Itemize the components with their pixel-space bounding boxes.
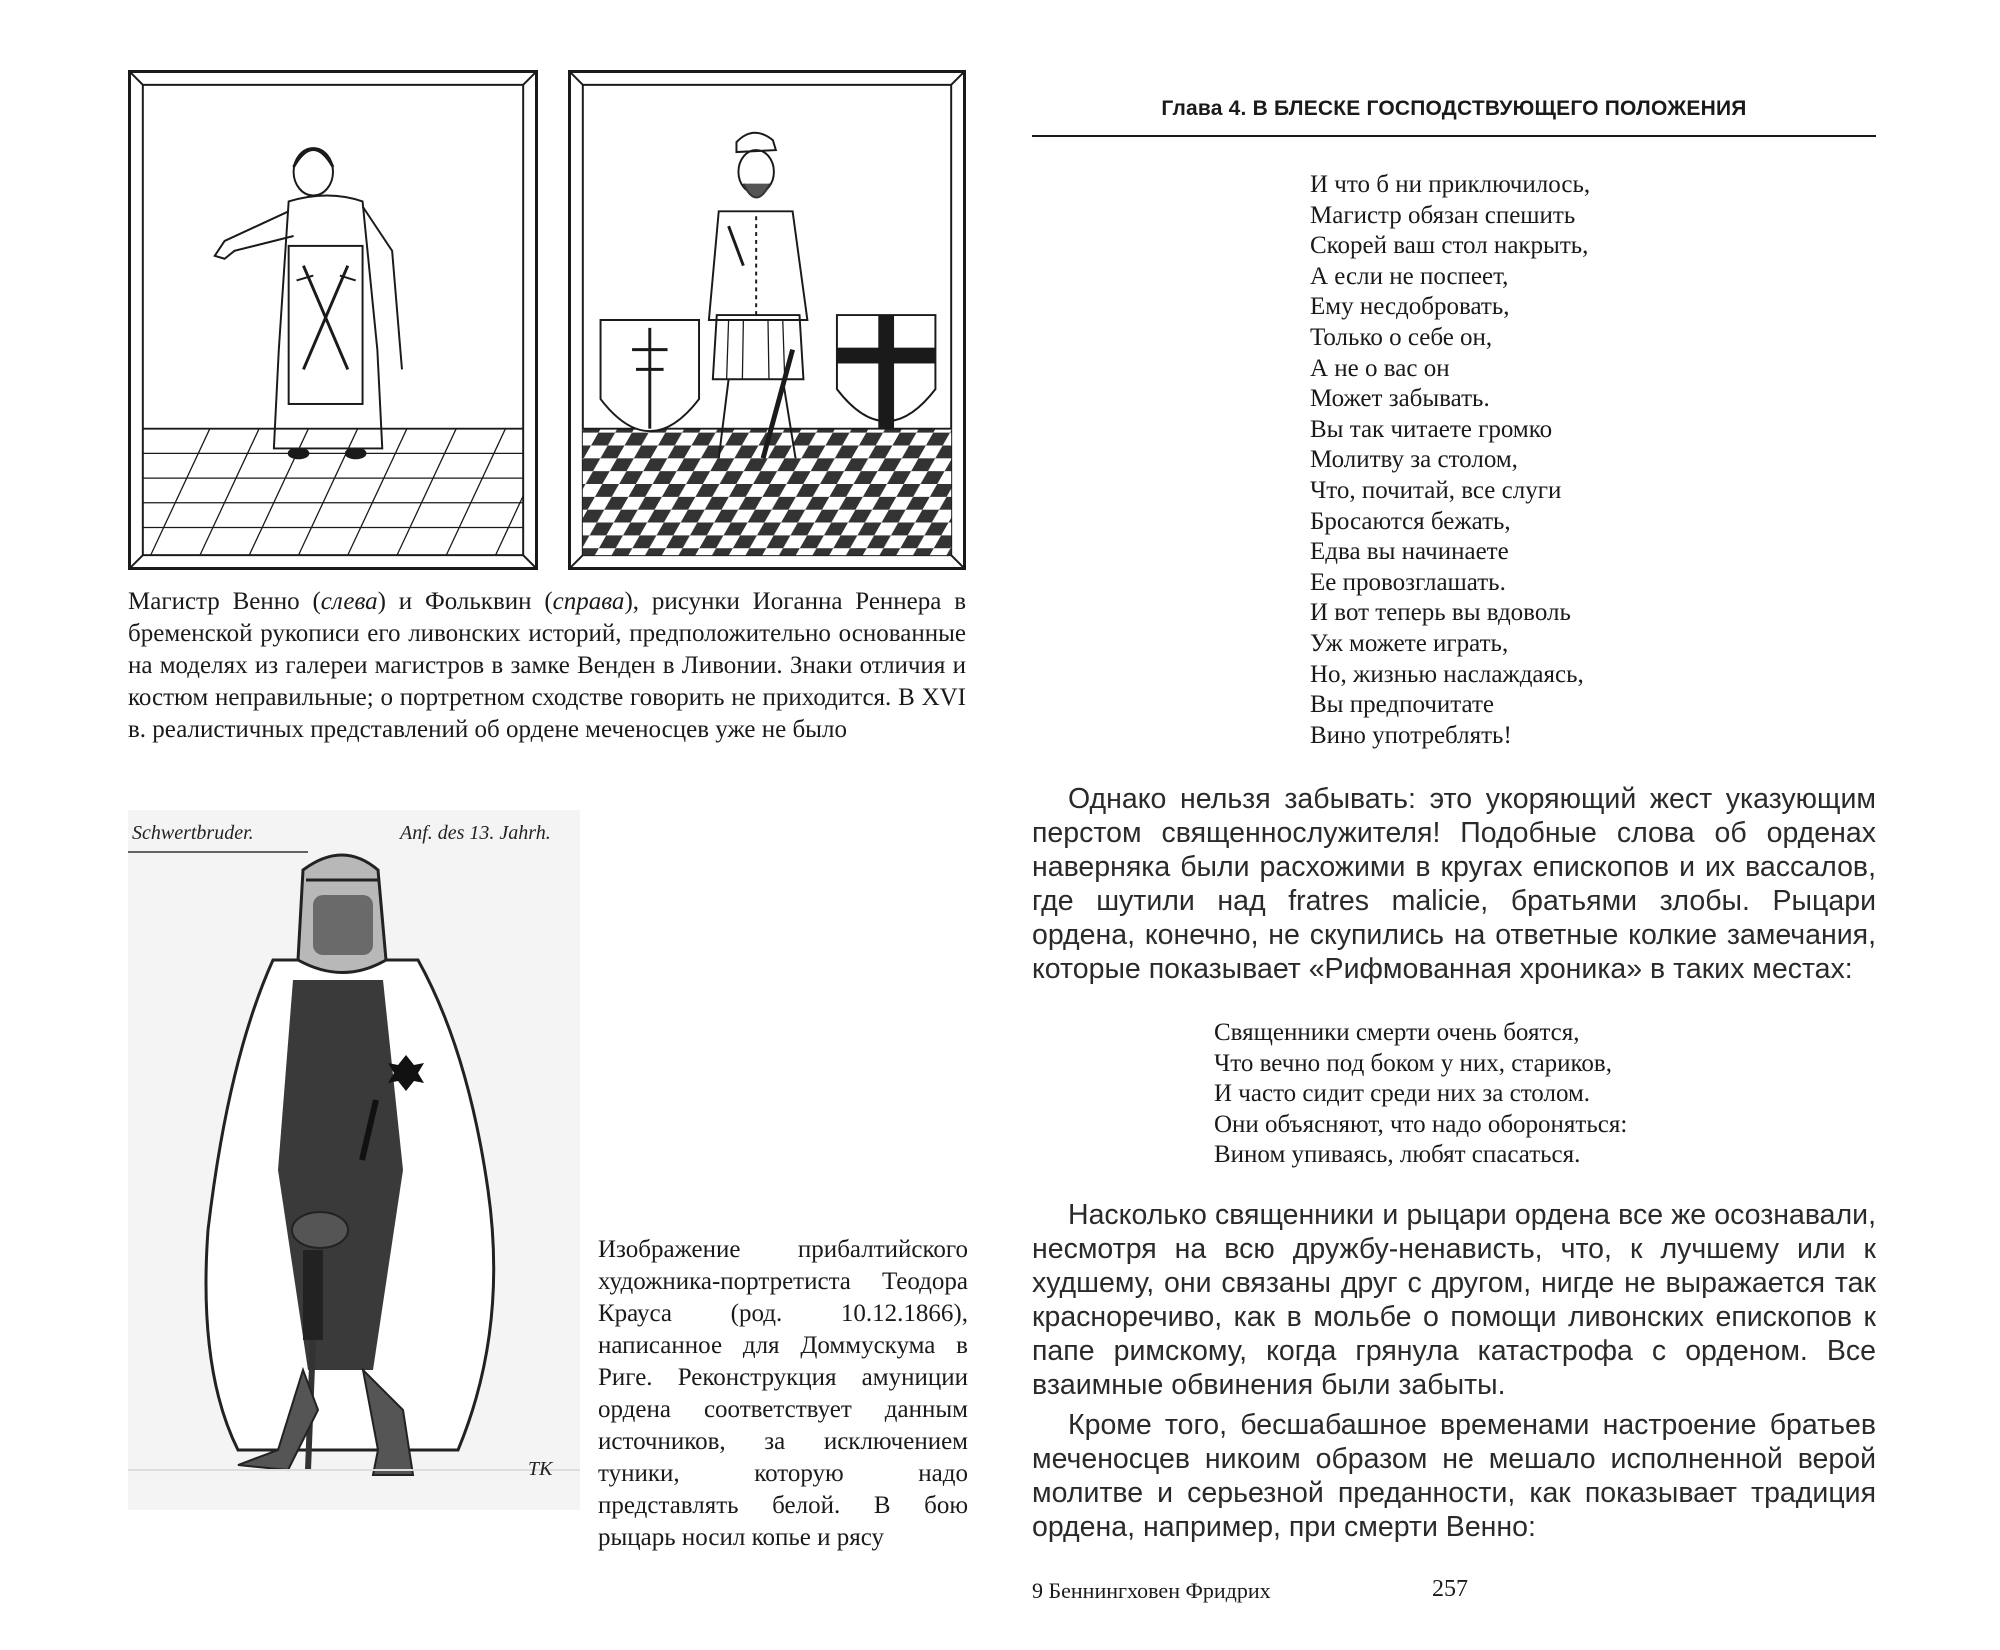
- poem-line: Уж можете играть,: [1310, 629, 1509, 657]
- poem-line: И вот теперь вы вдоволь: [1310, 599, 1571, 627]
- wenno-illustration: [131, 73, 535, 567]
- inscription-schwertbruder: Schwertbruder.: [132, 822, 254, 844]
- header-rule: [1032, 135, 1876, 137]
- poem-line: Молитву за столом,: [1310, 446, 1518, 474]
- poem-line: И что б ни приключилось,: [1310, 171, 1591, 198]
- inscription-date: Anf. des 13. Jahrh.: [400, 822, 551, 844]
- paragraph-text: Кроме того, бесшабашное временами настроение братьев меченосцев никоим образом не мешало исполненной верой молитве и серьезной преданности, как показывает традиция ордена, например, при смерти Венно:: [1032, 1409, 1876, 1543]
- signature-mark: 9 Беннингховен Фридрих: [1032, 1578, 1271, 1603]
- caption-italic-left: слева: [320, 588, 378, 615]
- poem-line: Священники смерти очень боятся,: [1214, 1019, 1580, 1046]
- poem-block-1: [1310, 170, 1710, 751]
- poem-line: Ему несдобровать,: [1310, 293, 1510, 321]
- poem-line: И часто сидит среди них за столом.: [1214, 1080, 1591, 1108]
- poem-line: А если не поспеет,: [1310, 262, 1509, 290]
- poem-block-2: [1214, 1018, 1774, 1171]
- poem-line: Магистр обязан спешить: [1310, 201, 1576, 229]
- page-number: 257: [1432, 1576, 1468, 1602]
- poem-line: Вино употреблять!: [1310, 721, 1512, 749]
- poem-line: Скорей ваш стол накрыть,: [1310, 232, 1589, 260]
- caption-text: ), рисунки Иоганна Реннера в бременской рукописи его ливонских историй, предположительно основанные на моделях из галереи магистров в замке Венден в Ливонии. Знаки отличия и костюм неправильные; о портретном сходстве говорить не приходится. В XVI в. реалистичных представлений об ордене меченосцев уже не было: [128, 588, 966, 743]
- body-paragraph-3: [1032, 1408, 1876, 1544]
- paragraph-text: Насколько священники и рыцари ордена все же осознавали, несмотря на всю дружбу-ненависть, что, к лучшему или к худшему, они связаны друг с другом, нигде не выражается так красноречиво, как в мольбе о помощи ливонских епископов к папе римскому, когда грянула катастрофа с орденом. Все взаимные обвинения были забыты.: [1032, 1199, 1876, 1401]
- caption-text: Изображение прибалтийского художника-портретиста Теодора Крауса (род. 10.12.1866), написанное для Доммускума в Риге. Реконструкция амуниции ордена соответствует данным источников, за исключением туники, которую надо представлять белой. В бою рыцарь носил копье и рясу: [598, 1236, 968, 1551]
- poem-line: Ее провозглашать.: [1310, 568, 1506, 596]
- figure-1-caption: [128, 586, 966, 746]
- poem-line: Что, почитай, все слуги: [1310, 476, 1562, 504]
- poem-line: Они объясняют, что надо обороняться:: [1214, 1110, 1628, 1138]
- figure-sword-brother-painting: [128, 810, 580, 1510]
- poem-line: Что вечно под боком у них, стариков,: [1214, 1049, 1612, 1077]
- volkwin-illustration: [571, 73, 963, 567]
- artist-monogram: TK: [528, 1458, 553, 1480]
- poem-line: Может забывать.: [1310, 385, 1490, 413]
- figure-wenno-drawing: [128, 70, 538, 570]
- poem-line: Вы так читаете громко: [1310, 415, 1553, 443]
- sword-brother-illustration: [128, 810, 580, 1510]
- running-head: Глава 4. В БЛЕСКЕ ГОСПОДСТВУЮЩЕГО ПОЛОЖЕНИЯ: [1161, 97, 1747, 120]
- body-paragraph-1: [1032, 782, 1876, 986]
- poem-line: Только о себе он,: [1310, 323, 1493, 351]
- body-paragraph-2: [1032, 1198, 1876, 1402]
- poem-line: А не о вас он: [1310, 354, 1450, 382]
- poem-line: Бросаются бежать,: [1310, 507, 1511, 535]
- poem-line: Но, жизнью наслаждаясь,: [1310, 660, 1584, 688]
- caption-italic-right: справа: [552, 588, 625, 615]
- caption-text: Магистр Венно (: [128, 588, 321, 615]
- paragraph-text: Однако нельзя забывать: это укоряющий жест указующим перстом священнослужителя! Подобные слова об орденах наверняка были расхожими в кругах епископов и их вассалов, где шутили над fratres malicie, братьями злобы. Рыцари ордена, конечно, не скупились на ответные колкие замечания, которые показывает «Рифмованная хроника» в таких местах:: [1032, 783, 1876, 985]
- poem-line: Вы предпочитате: [1310, 691, 1494, 719]
- figure-volkwin-drawing: [568, 70, 966, 570]
- poem-line: Вином упиваясь, любят спасаться.: [1214, 1141, 1581, 1169]
- figure-2-caption: [598, 1234, 968, 1554]
- poem-line: Едва вы начинаете: [1310, 538, 1509, 566]
- caption-text: ) и Фольквин (: [377, 588, 553, 615]
